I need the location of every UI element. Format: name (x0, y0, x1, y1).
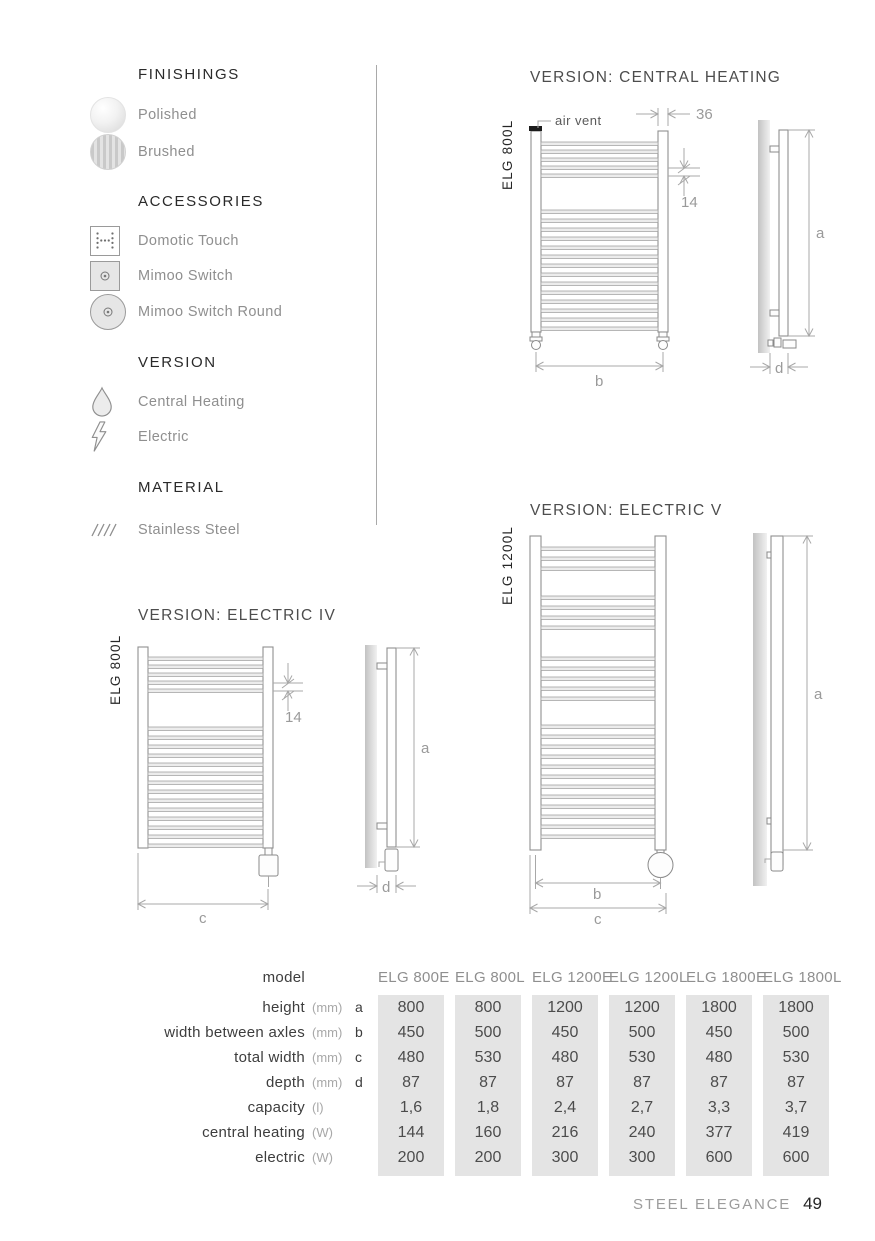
dim-14: 14 (285, 709, 302, 726)
legend-label: Mimoo Switch (138, 267, 234, 284)
side-electric-element (765, 852, 783, 871)
air-vent-cap (529, 126, 542, 131)
dim-a: a (814, 686, 823, 703)
model-label: ELG 800L (108, 634, 123, 705)
row-label: width between axles (164, 1024, 305, 1041)
dim-d: d (382, 879, 391, 896)
domotic-touch-icon (90, 226, 120, 256)
material-title: MATERIAL (138, 479, 225, 496)
model-label: ELG 1200L (500, 525, 515, 605)
vertical-divider (376, 65, 377, 525)
side-electric-element (379, 849, 398, 871)
accessories-title: ACCESSORIES (138, 193, 264, 210)
valve-feet (530, 332, 669, 350)
radiator-bars (541, 142, 658, 330)
wall (753, 533, 767, 886)
table-row (140, 1145, 840, 1170)
row-value: 500 (782, 1024, 810, 1041)
legend-item-stainless (90, 513, 390, 547)
dim-c: c (199, 910, 207, 927)
row-value: 530 (628, 1049, 656, 1066)
row-value: 600 (705, 1149, 733, 1166)
row-letter: a (355, 999, 363, 1015)
row-value: 3,3 (707, 1099, 731, 1116)
dim-a: a (421, 740, 430, 757)
table-row (140, 995, 840, 1020)
front-view (500, 106, 713, 390)
legend-item-electric (90, 419, 390, 454)
dim-14: 14 (681, 194, 698, 211)
row-label: height (262, 999, 305, 1016)
row-value: 2,4 (553, 1099, 577, 1116)
model-name: ELG 1800E (686, 969, 767, 986)
accessories-section (90, 193, 390, 330)
row-value: 87 (787, 1074, 805, 1091)
page-number: 49 (803, 1194, 822, 1213)
wall (365, 645, 377, 868)
dim-a: a (816, 225, 825, 242)
row-value: 87 (633, 1074, 651, 1091)
row-value: 480 (397, 1049, 425, 1066)
side-view (753, 533, 823, 886)
model-name: ELG 1200E (532, 969, 613, 986)
side-view (357, 645, 430, 896)
mimoo-switch-icon (90, 261, 120, 291)
row-value: 1,8 (476, 1099, 500, 1116)
row-value: 1,6 (399, 1099, 423, 1116)
legend-item-polished (90, 96, 390, 133)
table-row (140, 1120, 840, 1145)
row-letter: b (355, 1024, 363, 1040)
model-name: ELG 1800L (763, 969, 842, 986)
row-unit: (mm) (312, 1075, 343, 1090)
mimoo-switch-round-icon (90, 294, 126, 330)
central-heating-diagram (495, 95, 875, 395)
row-label: total width (234, 1049, 305, 1066)
row-value: 800 (474, 999, 502, 1016)
page-footer (633, 1194, 822, 1214)
row-value: 500 (628, 1024, 656, 1041)
row-letter (348, 1120, 378, 1145)
table-row (140, 1070, 840, 1095)
central-heating-diagram-title: VERSION: CENTRAL HEATING (530, 69, 781, 86)
row-value: 377 (705, 1124, 733, 1141)
row-value: 800 (397, 999, 425, 1016)
row-value: 200 (397, 1149, 425, 1166)
row-value: 300 (628, 1149, 656, 1166)
row-label: electric (255, 1149, 305, 1166)
row-value: 530 (782, 1049, 810, 1066)
row-value: 500 (474, 1024, 502, 1041)
model-name: ELG 800E (378, 969, 450, 986)
hatch-icon (90, 523, 117, 537)
series-name: STEEL ELEGANCE (633, 1196, 792, 1213)
unit-cell (305, 966, 348, 995)
row-value: 240 (628, 1124, 656, 1141)
finishings-section (90, 66, 390, 170)
lightning-icon (90, 421, 110, 452)
row-value: 216 (551, 1124, 579, 1141)
legend-item-domotic (90, 223, 390, 258)
legend-label: Brushed (138, 143, 195, 160)
electric-element (259, 848, 278, 887)
front-view (500, 526, 673, 928)
legend-label: Polished (138, 106, 197, 123)
material-section (90, 479, 390, 547)
electric-iv-diagram-title: VERSION: ELECTRIC IV (138, 607, 336, 624)
electric-v-diagram-title: VERSION: ELECTRIC V (530, 502, 723, 519)
row-letter (348, 1095, 378, 1120)
row-value: 87 (479, 1074, 497, 1091)
row-value: 1800 (778, 999, 814, 1016)
row-value: 87 (402, 1074, 420, 1091)
version-section (90, 354, 390, 454)
row-letter (348, 1145, 378, 1170)
table-header-row (140, 966, 840, 995)
model-name: ELG 1200L (609, 969, 688, 986)
legend-label: Stainless Steel (138, 522, 240, 538)
row-label: capacity (247, 1099, 305, 1116)
table-row (140, 1045, 840, 1070)
spec-table (140, 966, 840, 1170)
row-value: 200 (474, 1149, 502, 1166)
model-name: ELG 800L (455, 969, 525, 986)
table-row (140, 1095, 840, 1120)
row-unit: (mm) (312, 1050, 343, 1065)
polished-swatch-icon (90, 97, 126, 133)
row-value: 3,7 (784, 1099, 808, 1116)
side-valve (768, 338, 796, 348)
row-letter: d (355, 1074, 363, 1090)
row-value: 450 (705, 1024, 733, 1041)
row-label: central heating (202, 1124, 305, 1141)
legend-item-central-heating (90, 384, 390, 419)
row-value: 600 (782, 1149, 810, 1166)
legend-label: Electric (138, 428, 189, 445)
legend-label: Domotic Touch (138, 232, 239, 249)
brushed-swatch-icon (90, 134, 126, 170)
row-value: 419 (782, 1124, 810, 1141)
row-value: 160 (474, 1124, 502, 1141)
row-value: 1800 (701, 999, 737, 1016)
dim-c: c (594, 911, 602, 928)
droplet-icon (90, 386, 114, 417)
row-unit: (W) (312, 1125, 333, 1140)
dim-b: b (595, 373, 604, 390)
version-title: VERSION (138, 354, 217, 371)
row-unit: (mm) (312, 1000, 343, 1015)
legend-item-mimoo-round (90, 293, 390, 330)
air-vent-label: air vent (555, 113, 602, 128)
row-value: 300 (551, 1149, 579, 1166)
row-unit: (l) (312, 1100, 324, 1115)
row-value: 87 (710, 1074, 728, 1091)
row-value: 87 (556, 1074, 574, 1091)
row-value: 1200 (547, 999, 583, 1016)
dim-b: b (593, 886, 602, 903)
row-label: depth (265, 1074, 305, 1091)
row-value: 2,7 (630, 1099, 654, 1116)
dim-d: d (775, 360, 784, 377)
front-view (108, 635, 303, 927)
row-value: 530 (474, 1049, 502, 1066)
radiator-bars (148, 657, 263, 847)
model-label: ELG 800L (500, 119, 515, 190)
table-row (140, 1020, 840, 1045)
row-letter: c (355, 1049, 362, 1065)
electric-iv-diagram (85, 625, 445, 935)
row-value: 144 (397, 1124, 425, 1141)
row-unit: (W) (312, 1150, 333, 1165)
dim-36: 36 (696, 106, 713, 123)
radiator-bars (541, 547, 655, 838)
electric-v-diagram (495, 515, 875, 940)
legend-label: Mimoo Switch Round (138, 303, 283, 320)
finishings-title: FINISHINGS (138, 66, 240, 83)
row-value: 480 (705, 1049, 733, 1066)
legend-item-brushed (90, 133, 390, 170)
row-value: 1200 (624, 999, 660, 1016)
row-value: 480 (551, 1049, 579, 1066)
legend-label: Central Heating (138, 393, 245, 410)
legend-item-mimoo-switch (90, 258, 390, 293)
row-value: 450 (397, 1024, 425, 1041)
letter-cell (348, 966, 378, 995)
model-row-label: model (262, 969, 305, 986)
side-view (750, 120, 825, 377)
wall (758, 120, 770, 353)
row-unit: (mm) (312, 1025, 343, 1040)
row-value: 450 (551, 1024, 579, 1041)
